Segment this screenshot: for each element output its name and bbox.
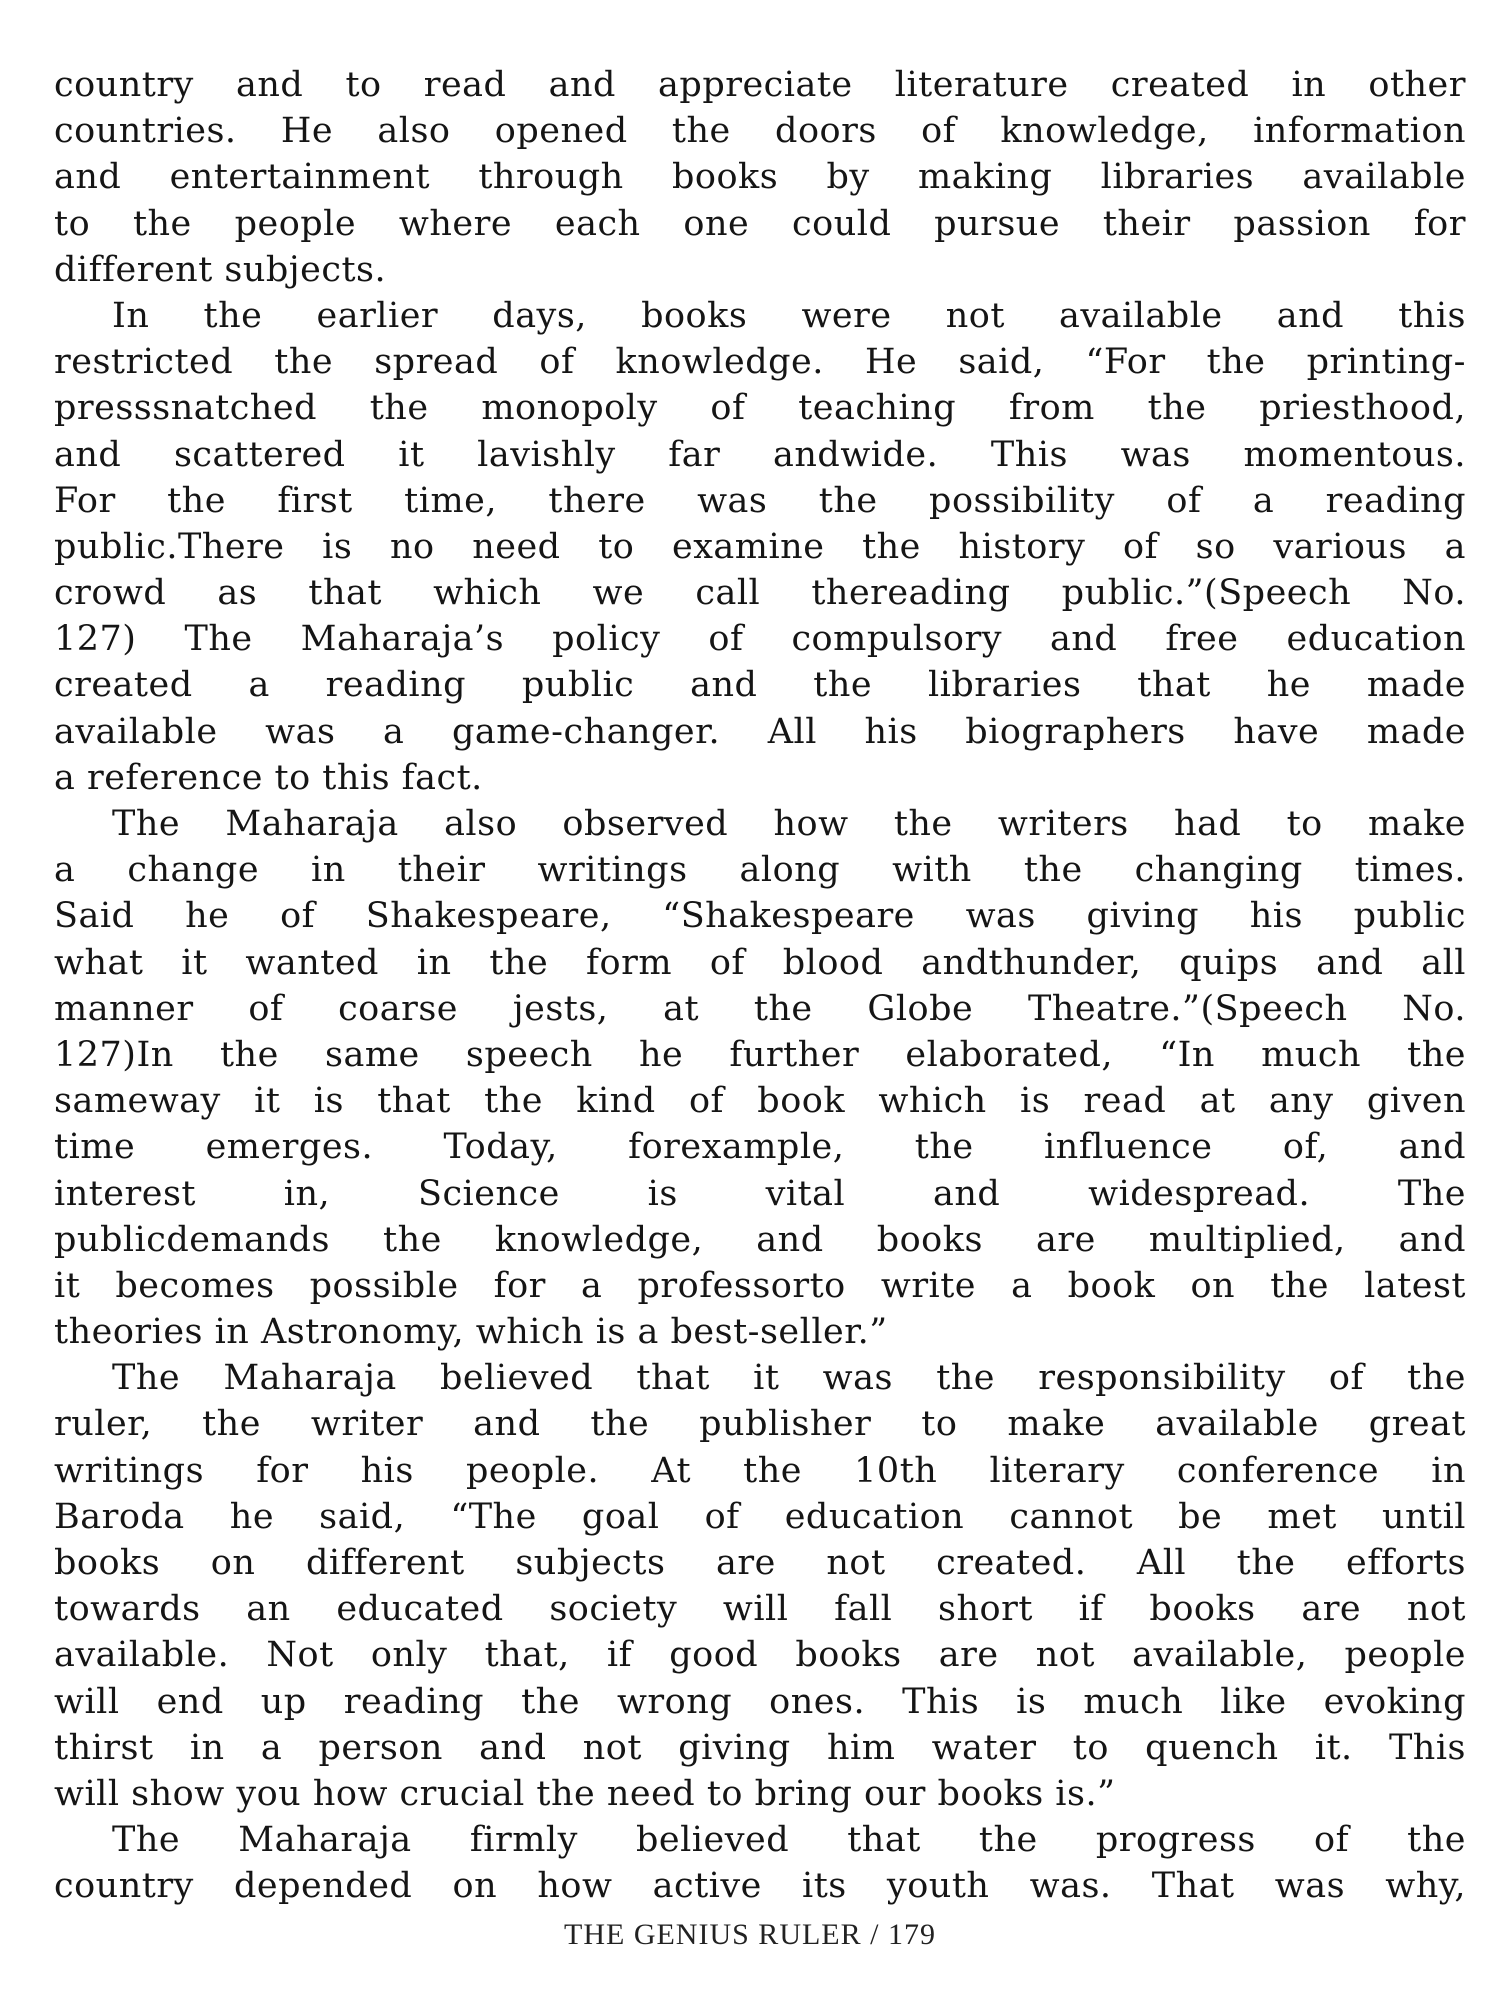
- text-line: sameway it is that the kind of book which is read at any given: [54, 1081, 1466, 1122]
- text-line: crowd as that which we call thereading public.”(Speech No.: [54, 573, 1466, 614]
- text-line: a change in their writings along with the changing times.: [54, 850, 1466, 891]
- body-text: [54, 62, 1466, 1910]
- text-line: countries. He also opened the doors of knowledge, information: [54, 111, 1466, 152]
- text-line: will end up reading the wrong ones. This is much like evoking: [54, 1681, 1466, 1722]
- paragraph: [54, 1355, 1466, 1817]
- text-line: In the earlier days, books were not available and this: [112, 295, 1466, 336]
- text-line: towards an educated society will fall short if books are not: [54, 1589, 1466, 1630]
- text-line: The Maharaja firmly believed that the progress of the: [112, 1820, 1466, 1861]
- text-line: to the people where each one could pursue their passion for: [54, 203, 1466, 244]
- text-line: time emerges. Today, forexample, the influence of, and: [54, 1127, 1466, 1168]
- text-line: thirst in a person and not giving him water to quench it. This: [54, 1727, 1466, 1768]
- text-line: presssnatched the monopoly of teaching from the priesthood,: [54, 388, 1466, 429]
- text-line: Said he of Shakespeare, “Shakespeare was giving his public: [54, 896, 1466, 937]
- text-line: different subjects.: [54, 249, 387, 290]
- paragraph: [54, 801, 1466, 1355]
- paragraph: [54, 293, 1466, 801]
- text-line: books on different subjects are not created. All the efforts: [54, 1543, 1466, 1583]
- text-line: country and to read and appreciate literature created in other: [54, 65, 1466, 105]
- text-line: available was a game-changer. All his biographers have made: [54, 711, 1466, 752]
- text-line: and scattered it lavishly far andwide. This was momentous.: [54, 434, 1466, 475]
- text-line: restricted the spread of knowledge. He said, “For the printing-: [54, 342, 1466, 383]
- paragraph: [54, 1817, 1466, 1909]
- text-line: 127) The Maharaja’s policy of compulsory and free education: [54, 619, 1466, 660]
- text-line: created a reading public and the libraries that he made: [54, 665, 1466, 706]
- text-line: 127)In the same speech he further elaborated, “In much the: [54, 1034, 1466, 1075]
- text-line: country depended on how active its youth was. That was why,: [54, 1866, 1466, 1907]
- text-line: Baroda he said, “The goal of education cannot be met until: [54, 1496, 1466, 1537]
- text-line: and entertainment through books by making libraries available: [54, 157, 1466, 198]
- text-line: interest in, Science is vital and widespread. The: [54, 1173, 1466, 1214]
- paragraph: [54, 62, 1466, 293]
- text-line: public.There is no need to examine the history of so various a: [54, 526, 1466, 567]
- text-line: theories in Astronomy, which is a best-seller.”: [54, 1312, 888, 1353]
- text-line: The Maharaja also observed how the writers had to make: [112, 804, 1466, 844]
- text-line: For the first time, there was the possibility of a reading: [54, 480, 1466, 521]
- text-line: it becomes possible for a professorto write a book on the latest: [54, 1265, 1466, 1306]
- text-line: available. Not only that, if good books are not available, people: [54, 1635, 1466, 1676]
- text-line: a reference to this fact.: [54, 757, 483, 798]
- text-line: publicdemands the knowledge, and books are multiplied, and: [54, 1219, 1466, 1260]
- text-line: what it wanted in the form of blood andthunder, quips and all: [54, 942, 1466, 983]
- text-line: will show you how crucial the need to bring our books is.”: [54, 1773, 1116, 1814]
- text-line: The Maharaja believed that it was the responsibility of the: [112, 1358, 1466, 1399]
- text-line: ruler, the writer and the publisher to make available great: [54, 1404, 1466, 1445]
- text-line: writings for his people. At the 10th literary conference in: [54, 1450, 1466, 1491]
- text-line: manner of coarse jests, at the Globe Theatre.”(Speech No.: [54, 988, 1466, 1029]
- page-footer: THE GENIUS RULER / 179: [564, 1918, 936, 1951]
